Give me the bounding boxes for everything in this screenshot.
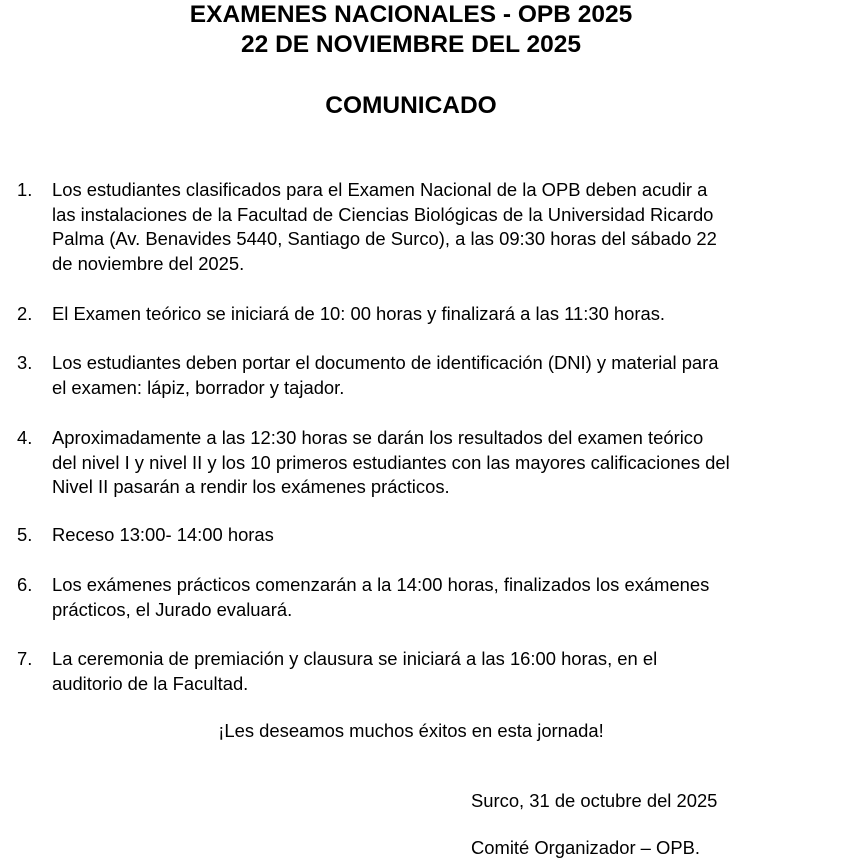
communique-heading: COMUNICADO xyxy=(325,92,497,119)
list-item-line: Nivel II pasarán a rendir los exámenes prácticos. xyxy=(52,476,450,497)
place-date: Surco, 31 de octubre del 2025 xyxy=(471,790,718,811)
list-item-line: Los estudiantes deben portar el documento de identificación (DNI) y material para xyxy=(52,352,719,373)
list-item-number: 4. xyxy=(17,427,33,448)
list-item-number: 1. xyxy=(17,179,33,200)
list-item-text xyxy=(52,523,852,548)
list-item-number: 2. xyxy=(17,303,33,324)
title-line-1: EXAMENES NACIONALES - OPB 2025 xyxy=(189,1,633,28)
list-item-line: El Examen teórico se iniciará de 10: 00 horas y finalizará a las 11:30 horas. xyxy=(52,303,666,324)
title-line-2: 22 DE NOVIEMBRE DEL 2025 xyxy=(241,31,581,58)
closing-message: ¡Les deseamos muchos éxitos en esta jornada! xyxy=(218,720,604,741)
list-item-number: 7. xyxy=(17,648,33,669)
list-item-text xyxy=(52,351,852,400)
list-item-line: auditorio de la Facultad. xyxy=(52,672,249,694)
list-item-line: de noviembre del 2025. xyxy=(52,252,245,274)
list-item-line: Palma (Av. Benavides 5440, Santiago de Surco), a las 09:30 horas del sábado 22 xyxy=(52,228,717,249)
list-item-number: 3. xyxy=(17,352,33,373)
list-item-line: el examen: lápiz, borrador y tajador. xyxy=(52,376,345,398)
document-title xyxy=(0,0,822,60)
list-item-line: Receso 13:00- 14:00 horas xyxy=(52,524,274,545)
list-item-line: del nivel I y nivel II y los 10 primeros estudiantes con las mayores calificaciones del xyxy=(52,451,730,473)
list-item-number: 6. xyxy=(17,574,33,595)
list-item-line: Aproximadamente a las 12:30 horas se darán los resultados del examen teórico xyxy=(52,427,704,448)
list-item-line: La ceremonia de premiación y clausura se iniciará a las 16:00 horas, en el xyxy=(52,648,658,669)
list-item-number: 5. xyxy=(17,524,33,545)
list-item-line: Los exámenes prácticos comenzarán a la 14:00 horas, finalizados los exámenes xyxy=(52,574,710,595)
list-item-text xyxy=(52,178,852,276)
list-item-text xyxy=(52,573,852,622)
list-item-text xyxy=(52,647,852,696)
list-item-text xyxy=(52,426,852,500)
committee-signature: Comité Organizador – OPB. xyxy=(471,837,700,858)
list-item-line: las instalaciones de la Facultad de Ciencias Biológicas de la Universidad Ricardo xyxy=(52,203,714,225)
list-item-line: prácticos, el Jurado evaluará. xyxy=(52,598,293,620)
list-item-line: Los estudiantes clasificados para el Examen Nacional de la OPB deben acudir a xyxy=(52,179,708,200)
list-item-text xyxy=(52,302,852,327)
